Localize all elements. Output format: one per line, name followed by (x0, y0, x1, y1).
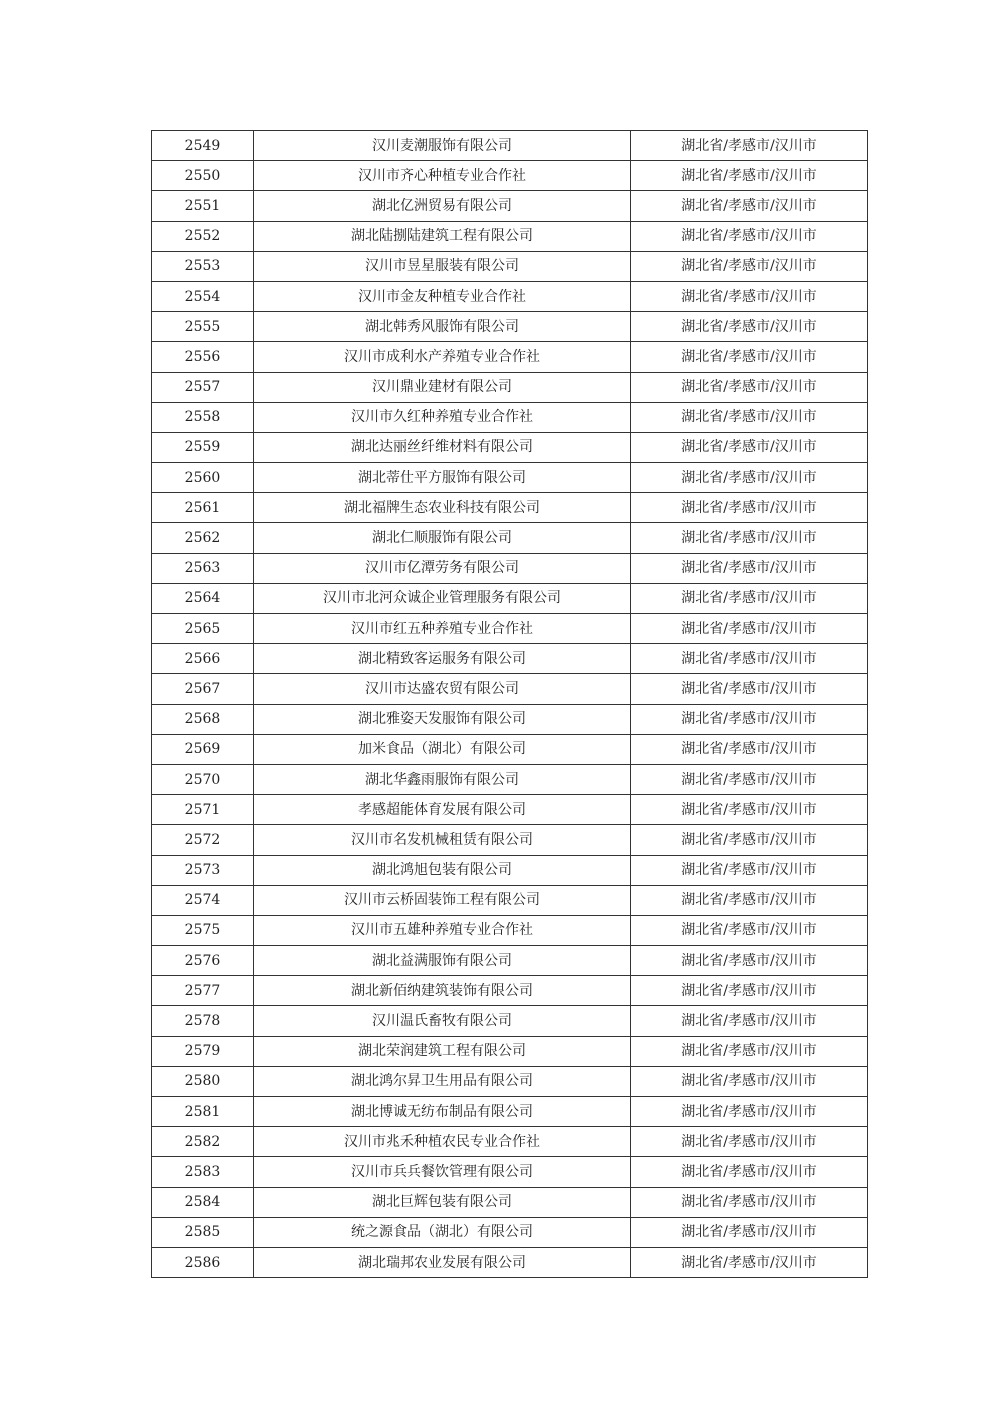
table-row (152, 915, 868, 945)
company-name-cell: 汉川温氏畜牧有限公司 (254, 1006, 631, 1036)
region-cell: 湖北省/孝感市/汉川市 (631, 553, 868, 583)
row-number-cell: 2550 (152, 161, 254, 191)
region-cell: 湖北省/孝感市/汉川市 (631, 734, 868, 764)
row-number-cell: 2556 (152, 342, 254, 372)
table-row (152, 855, 868, 885)
company-name-cell: 汉川市昱星服装有限公司 (254, 251, 631, 281)
company-name-cell: 汉川市北河众诚企业管理服务有限公司 (254, 583, 631, 613)
row-number-cell: 2578 (152, 1006, 254, 1036)
row-number-cell: 2586 (152, 1247, 254, 1277)
table-row (152, 946, 868, 976)
table-row (152, 1217, 868, 1247)
company-name-cell: 汉川市达盛农贸有限公司 (254, 674, 631, 704)
company-name-cell: 湖北陆捌陆建筑工程有限公司 (254, 221, 631, 251)
table-row (152, 704, 868, 734)
region-cell: 湖北省/孝感市/汉川市 (631, 312, 868, 342)
table-row (152, 583, 868, 613)
region-cell: 湖北省/孝感市/汉川市 (631, 161, 868, 191)
table-row (152, 1247, 868, 1277)
region-cell: 湖北省/孝感市/汉川市 (631, 704, 868, 734)
row-number-cell: 2565 (152, 614, 254, 644)
region-cell: 湖北省/孝感市/汉川市 (631, 583, 868, 613)
region-cell: 湖北省/孝感市/汉川市 (631, 463, 868, 493)
row-number-cell: 2576 (152, 946, 254, 976)
company-name-cell: 湖北福牌生态农业科技有限公司 (254, 493, 631, 523)
table-row (152, 644, 868, 674)
region-cell: 湖北省/孝感市/汉川市 (631, 402, 868, 432)
region-cell: 湖北省/孝感市/汉川市 (631, 825, 868, 855)
region-cell: 湖北省/孝感市/汉川市 (631, 764, 868, 794)
table-row (152, 131, 868, 161)
region-cell: 湖北省/孝感市/汉川市 (631, 251, 868, 281)
company-name-cell: 汉川市兆禾种植农民专业合作社 (254, 1127, 631, 1157)
region-cell: 湖北省/孝感市/汉川市 (631, 1157, 868, 1187)
table-row (152, 1066, 868, 1096)
table-row (152, 1097, 868, 1127)
region-cell: 湖北省/孝感市/汉川市 (631, 372, 868, 402)
row-number-cell: 2571 (152, 795, 254, 825)
company-name-cell: 湖北达丽丝纤维材料有限公司 (254, 432, 631, 462)
company-name-cell: 汉川市兵兵餐饮管理有限公司 (254, 1157, 631, 1187)
company-name-cell: 汉川麦潮服饰有限公司 (254, 131, 631, 161)
row-number-cell: 2580 (152, 1066, 254, 1096)
company-name-cell: 加米食品（湖北）有限公司 (254, 734, 631, 764)
company-name-cell: 汉川鼎业建材有限公司 (254, 372, 631, 402)
region-cell: 湖北省/孝感市/汉川市 (631, 946, 868, 976)
row-number-cell: 2585 (152, 1217, 254, 1247)
table-row (152, 1157, 868, 1187)
row-number-cell: 2559 (152, 432, 254, 462)
table-row (152, 795, 868, 825)
company-name-cell: 汉川市金友种植专业合作社 (254, 281, 631, 311)
row-number-cell: 2549 (152, 131, 254, 161)
row-number-cell: 2562 (152, 523, 254, 553)
company-name-cell: 湖北亿洲贸易有限公司 (254, 191, 631, 221)
region-cell: 湖北省/孝感市/汉川市 (631, 614, 868, 644)
company-name-cell: 湖北华鑫雨服饰有限公司 (254, 764, 631, 794)
region-cell: 湖北省/孝感市/汉川市 (631, 1006, 868, 1036)
region-cell: 湖北省/孝感市/汉川市 (631, 523, 868, 553)
table-row (152, 764, 868, 794)
company-name-cell: 湖北蒂仕平方服饰有限公司 (254, 463, 631, 493)
table-row (152, 1036, 868, 1066)
row-number-cell: 2575 (152, 915, 254, 945)
row-number-cell: 2572 (152, 825, 254, 855)
table-row (152, 614, 868, 644)
row-number-cell: 2567 (152, 674, 254, 704)
region-cell: 湖北省/孝感市/汉川市 (631, 1066, 868, 1096)
company-name-cell: 汉川市成利水产养殖专业合作社 (254, 342, 631, 372)
company-name-cell: 汉川市齐心种植专业合作社 (254, 161, 631, 191)
company-name-cell: 汉川市五雄种养殖专业合作社 (254, 915, 631, 945)
row-number-cell: 2555 (152, 312, 254, 342)
row-number-cell: 2577 (152, 976, 254, 1006)
company-name-cell: 汉川市久红种养殖专业合作社 (254, 402, 631, 432)
row-number-cell: 2568 (152, 704, 254, 734)
table-row (152, 221, 868, 251)
row-number-cell: 2570 (152, 764, 254, 794)
company-name-cell: 湖北雅姿天发服饰有限公司 (254, 704, 631, 734)
region-cell: 湖北省/孝感市/汉川市 (631, 1036, 868, 1066)
table-row (152, 825, 868, 855)
row-number-cell: 2554 (152, 281, 254, 311)
row-number-cell: 2566 (152, 644, 254, 674)
region-cell: 湖北省/孝感市/汉川市 (631, 1217, 868, 1247)
company-name-cell: 汉川市亿潭劳务有限公司 (254, 553, 631, 583)
table-row (152, 734, 868, 764)
region-cell: 湖北省/孝感市/汉川市 (631, 674, 868, 704)
row-number-cell: 2573 (152, 855, 254, 885)
company-name-cell: 统之源食品（湖北）有限公司 (254, 1217, 631, 1247)
region-cell: 湖北省/孝感市/汉川市 (631, 915, 868, 945)
row-number-cell: 2553 (152, 251, 254, 281)
company-name-cell: 湖北精致客运服务有限公司 (254, 644, 631, 674)
region-cell: 湖北省/孝感市/汉川市 (631, 131, 868, 161)
row-number-cell: 2583 (152, 1157, 254, 1187)
row-number-cell: 2558 (152, 402, 254, 432)
company-name-cell: 湖北新佰纳建筑装饰有限公司 (254, 976, 631, 1006)
region-cell: 湖北省/孝感市/汉川市 (631, 644, 868, 674)
region-cell: 湖北省/孝感市/汉川市 (631, 855, 868, 885)
region-cell: 湖北省/孝感市/汉川市 (631, 281, 868, 311)
table-row (152, 553, 868, 583)
table-row (152, 523, 868, 553)
company-name-cell: 汉川市云桥固装饰工程有限公司 (254, 885, 631, 915)
region-cell: 湖北省/孝感市/汉川市 (631, 976, 868, 1006)
region-cell: 湖北省/孝感市/汉川市 (631, 1097, 868, 1127)
region-cell: 湖北省/孝感市/汉川市 (631, 191, 868, 221)
company-name-cell: 湖北仁顺服饰有限公司 (254, 523, 631, 553)
company-name-cell: 湖北鸿尔昇卫生用品有限公司 (254, 1066, 631, 1096)
row-number-cell: 2551 (152, 191, 254, 221)
row-number-cell: 2582 (152, 1127, 254, 1157)
table-row (152, 191, 868, 221)
company-name-cell: 湖北荣润建筑工程有限公司 (254, 1036, 631, 1066)
table-row (152, 885, 868, 915)
region-cell: 湖北省/孝感市/汉川市 (631, 885, 868, 915)
table-row (152, 312, 868, 342)
table-row (152, 161, 868, 191)
row-number-cell: 2560 (152, 463, 254, 493)
table-row (152, 372, 868, 402)
row-number-cell: 2584 (152, 1187, 254, 1217)
row-number-cell: 2564 (152, 583, 254, 613)
company-name-cell: 湖北鸿旭包装有限公司 (254, 855, 631, 885)
company-name-cell: 湖北博诚无纺布制品有限公司 (254, 1097, 631, 1127)
table-row (152, 402, 868, 432)
company-name-cell: 孝感超能体育发展有限公司 (254, 795, 631, 825)
table-row (152, 493, 868, 523)
table-row (152, 342, 868, 372)
region-cell: 湖北省/孝感市/汉川市 (631, 1247, 868, 1277)
table-row (152, 463, 868, 493)
row-number-cell: 2552 (152, 221, 254, 251)
row-number-cell: 2579 (152, 1036, 254, 1066)
table-row (152, 1187, 868, 1217)
table-row (152, 1006, 868, 1036)
company-name-cell: 湖北瑞邦农业发展有限公司 (254, 1247, 631, 1277)
region-cell: 湖北省/孝感市/汉川市 (631, 432, 868, 462)
row-number-cell: 2561 (152, 493, 254, 523)
company-name-cell: 湖北韩秀风服饰有限公司 (254, 312, 631, 342)
table-row (152, 251, 868, 281)
company-name-cell: 汉川市红五种养殖专业合作社 (254, 614, 631, 644)
company-name-cell: 湖北益满服饰有限公司 (254, 946, 631, 976)
table-row (152, 432, 868, 462)
region-cell: 湖北省/孝感市/汉川市 (631, 221, 868, 251)
table-row (152, 281, 868, 311)
company-list-table (151, 130, 868, 1278)
company-name-cell: 汉川市名发机械租赁有限公司 (254, 825, 631, 855)
region-cell: 湖北省/孝感市/汉川市 (631, 342, 868, 372)
row-number-cell: 2581 (152, 1097, 254, 1127)
region-cell: 湖北省/孝感市/汉川市 (631, 795, 868, 825)
company-name-cell: 湖北巨辉包装有限公司 (254, 1187, 631, 1217)
row-number-cell: 2563 (152, 553, 254, 583)
row-number-cell: 2574 (152, 885, 254, 915)
table-row (152, 1127, 868, 1157)
region-cell: 湖北省/孝感市/汉川市 (631, 1127, 868, 1157)
region-cell: 湖北省/孝感市/汉川市 (631, 1187, 868, 1217)
table-body (152, 131, 868, 1278)
row-number-cell: 2557 (152, 372, 254, 402)
table-row (152, 976, 868, 1006)
region-cell: 湖北省/孝感市/汉川市 (631, 493, 868, 523)
row-number-cell: 2569 (152, 734, 254, 764)
table-row (152, 674, 868, 704)
